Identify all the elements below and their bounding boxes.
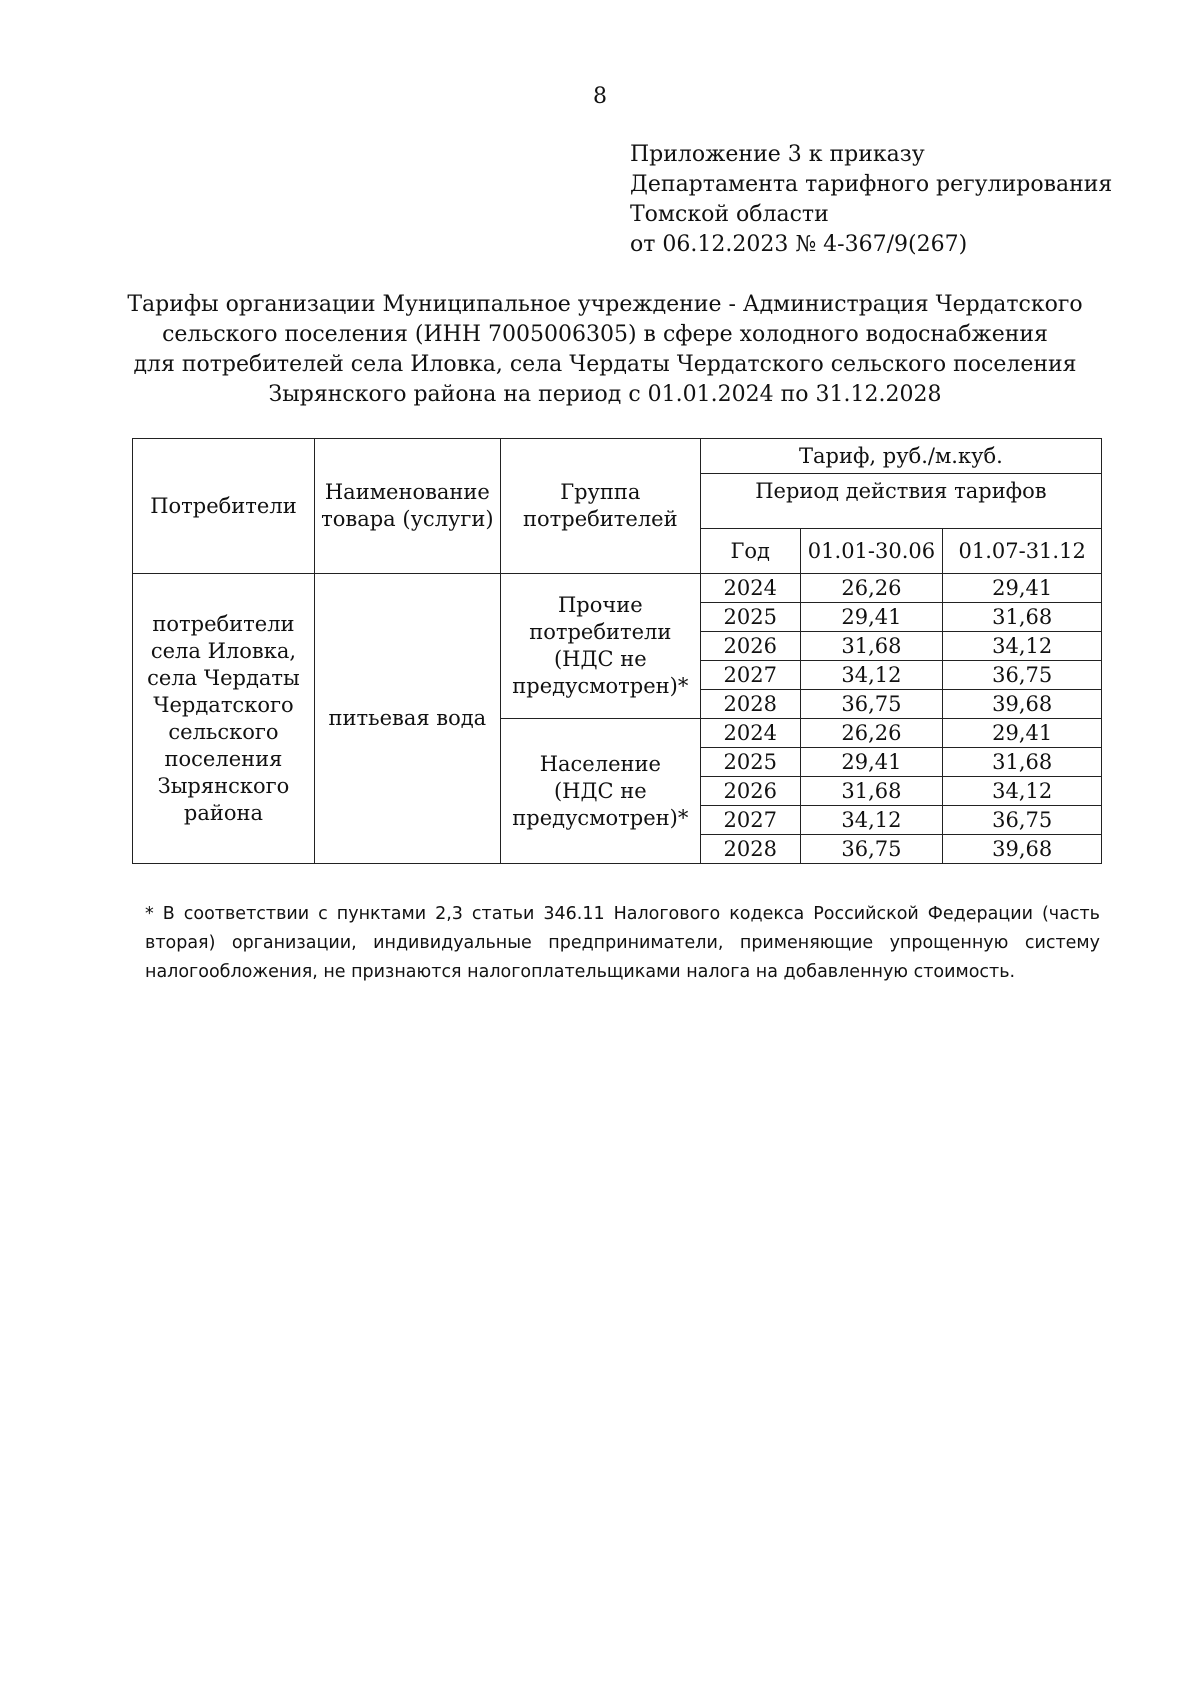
consumers-cell: потребители села Иловка, села Чердаты Чердатского сельского поселения Зырянского района	[133, 574, 315, 864]
year-cell: 2026	[700, 632, 800, 661]
appendix-line: Департамента тарифного регулирования	[630, 172, 1113, 197]
tariff-h1-cell: 36,75	[800, 690, 943, 719]
footnote-line: налогообложения, не признаются налогоплательщиками налога на добавленную стоимость.	[145, 962, 1016, 982]
tariff-h2-cell: 31,68	[943, 748, 1102, 777]
year-cell: 2025	[700, 603, 800, 632]
tariff-h2-cell: 39,68	[943, 835, 1102, 864]
tariff-h2-cell: 31,68	[943, 603, 1102, 632]
year-cell: 2025	[700, 748, 800, 777]
group-cell-other: Прочие потребители (НДС не предусмотрен)*	[500, 574, 700, 719]
header-half1: 01.01-30.06	[800, 529, 943, 574]
tariff-h1-cell: 34,12	[800, 661, 943, 690]
tariff-h2-cell: 39,68	[943, 690, 1102, 719]
appendix-line: Томской области	[630, 202, 829, 227]
footnote-line: * В соответствии с пунктами 2,3 статьи 346.11 Налогового кодекса Российской Федерации (часть	[145, 904, 1100, 924]
year-cell: 2027	[700, 806, 800, 835]
year-cell: 2024	[700, 719, 800, 748]
year-cell: 2024	[700, 574, 800, 603]
appendix-line: от 06.12.2023 № 4-367/9(267)	[630, 232, 968, 257]
header-year: Год	[700, 529, 800, 574]
tariff-h2-cell: 34,12	[943, 777, 1102, 806]
title-line: Тарифы организации Муниципальное учреждение - Администрация Чердатского	[127, 292, 1083, 317]
year-cell: 2027	[700, 661, 800, 690]
appendix-line: Приложение 3 к приказу	[630, 142, 925, 167]
tariff-h1-cell: 34,12	[800, 806, 943, 835]
tariff-h2-cell: 29,41	[943, 719, 1102, 748]
tariff-h1-cell: 29,41	[800, 603, 943, 632]
year-cell: 2026	[700, 777, 800, 806]
tariff-h1-cell: 36,75	[800, 835, 943, 864]
page-number: 8	[593, 84, 607, 109]
footnote	[145, 900, 1100, 987]
appendix-block	[630, 140, 1112, 260]
year-cell: 2028	[700, 835, 800, 864]
tariff-table	[132, 438, 1102, 864]
tariff-h2-cell: 36,75	[943, 806, 1102, 835]
title-line: Зырянского района на период с 01.01.2024 по 31.12.2028	[268, 382, 942, 407]
header-half2: 01.07-31.12	[943, 529, 1102, 574]
header-tariff: Тариф, руб./м.куб.	[700, 439, 1101, 474]
tariff-h2-cell: 29,41	[943, 574, 1102, 603]
header-product: Наименование товара (услуги)	[314, 439, 500, 574]
tariff-h2-cell: 34,12	[943, 632, 1102, 661]
group-cell-population: Население (НДС не предусмотрен)*	[500, 719, 700, 864]
title-line: сельского поселения (ИНН 7005006305) в сфере холодного водоснабжения	[162, 322, 1048, 347]
title-line: для потребителей села Иловка, села Чердаты Чердатского сельского поселения	[133, 352, 1077, 377]
year-cell: 2028	[700, 690, 800, 719]
tariff-h1-cell: 26,26	[800, 574, 943, 603]
header-consumers: Потребители	[133, 439, 315, 574]
tariff-h1-cell: 29,41	[800, 748, 943, 777]
tariff-h1-cell: 31,68	[800, 777, 943, 806]
tariff-h1-cell: 26,26	[800, 719, 943, 748]
header-period: Период действия тарифов	[700, 474, 1101, 529]
product-cell: питьевая вода	[314, 574, 500, 864]
document-title	[120, 290, 1090, 410]
header-group: Группа потребителей	[500, 439, 700, 574]
tariff-h1-cell: 31,68	[800, 632, 943, 661]
tariff-h2-cell: 36,75	[943, 661, 1102, 690]
footnote-line: вторая) организации, индивидуальные предприниматели, применяющие упрощенную систему	[145, 933, 1100, 953]
